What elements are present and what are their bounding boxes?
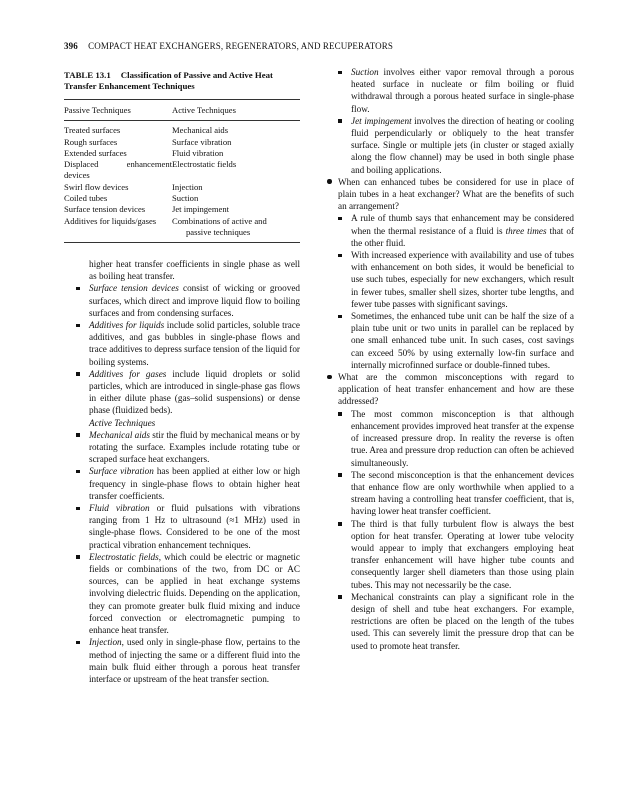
table-cell: Electrostatic fields bbox=[172, 159, 237, 170]
bullet-dot-icon bbox=[327, 375, 332, 380]
term: Surface tension devices bbox=[89, 283, 179, 294]
term-text: include liquid droplets or solid particles, which are introduced in single-phase gas flows in either dilute phase (gas–solid suspensions) or dense phase (fluidized beds). bbox=[89, 368, 301, 416]
term: Fluid vibration bbox=[89, 503, 150, 514]
term-text: or fluid pulsations with vibrations ranging from 1 Hz to ultrasound (≈1 MHz) used in single-phase flows. Considered to be one of the most practical vibration enhancement techniques. bbox=[89, 503, 300, 550]
col-passive-header: Passive Techniques bbox=[64, 100, 172, 121]
answer-text: that of the other fluid. bbox=[351, 225, 574, 248]
table-caption bbox=[64, 70, 300, 92]
term-text: involves the direction of heating or cooling fluid perpendicularly or obliquely to the heat transfer surface. Single or multiple jets (in cluster or staged axially along the flow channel) may be used in both single phase and boiling applications. bbox=[351, 115, 574, 175]
bullet-square-icon bbox=[338, 473, 342, 477]
table-cell: Rough surfaces bbox=[64, 136, 118, 147]
table-cell: Surface tension devices bbox=[64, 204, 146, 215]
answer-text: Sometimes, the enhanced tube unit can be half the size of a plain tube unit or two units in parallel can be replaced by one small enhanced tube unit. In such cases, cost savings can exceed 50% by using externally low-fin surface and internally microfinned surface or double-finned tubes. bbox=[351, 311, 574, 370]
answer-text: The third is that fully turbulent flow is always the best option for heat transfer. Operating at lower tube velocity would appear to imply that exchangers employing heat transfer enhancement will have higher tube counts and consequently larger shell diameters than those using plain tubes. This may not necessarily be the case. bbox=[351, 518, 574, 590]
list-item bbox=[326, 212, 574, 249]
term: Additives for gases bbox=[89, 368, 167, 379]
list-item bbox=[64, 502, 300, 551]
term-text: has been applied at either low or high frequency in single-phase flows to obtain higher heat transfer coefficients. bbox=[89, 466, 300, 501]
list-item bbox=[326, 249, 574, 310]
table-title-line2: Transfer Enhancement Techniques bbox=[64, 81, 195, 91]
question-text: What are the common misconceptions with regard to application of heat transfer enhancement and how are these addressed? bbox=[338, 372, 574, 407]
table-cell: Treated surfaces bbox=[64, 125, 121, 136]
term: Additives for liquids bbox=[89, 320, 165, 331]
bullet-square-icon bbox=[76, 287, 80, 291]
active-techniques-heading: Active Techniques bbox=[89, 417, 156, 428]
list-item bbox=[64, 368, 300, 417]
list-item bbox=[64, 282, 300, 319]
answer-text: A rule of thumb says that enhancement may be considered when the thermal resistance of a fluid is bbox=[351, 213, 574, 236]
table-cell: Swirl flow devices bbox=[64, 181, 129, 192]
table-row bbox=[64, 121, 300, 137]
answer-text: The second misconception is that the enhancement devices that enhance flow are only worthwhile when applied to a stream having a controlling heat transfer coefficient, that is, having lower heat transfer coefficient. bbox=[351, 469, 574, 517]
table-cell: Suction bbox=[172, 193, 199, 204]
bullet-square-icon bbox=[76, 372, 80, 376]
emphasis: three times bbox=[505, 225, 547, 236]
table-row bbox=[64, 216, 300, 243]
answer-text: Mechanical constraints can play a significant role in the design of shell and tube heat exchangers. For example, restrictions are often be placed on the length of the tubes used. This can severely limit the pressure drop that can be used to promote heat transfer. bbox=[351, 591, 574, 651]
list-item bbox=[326, 115, 574, 176]
bullet-square-icon bbox=[76, 324, 80, 328]
table-cell: Jet impingement bbox=[172, 204, 230, 215]
table-row bbox=[64, 204, 300, 215]
continued-paragraph: higher heat transfer coefficients in single phase as well as boiling heat transfer. bbox=[89, 259, 300, 282]
bullet-square-icon bbox=[76, 555, 80, 559]
table-label: TABLE 13.1 bbox=[64, 70, 111, 80]
bullet-square-icon bbox=[338, 522, 342, 526]
answer-text: With increased experience with availability and use of tubes with enhancement on both sides, it would be beneficial to use such tubes, especially for new exchangers, which result in fewer tubes, smaller shell sizes, shorter tube lengths, and fewer tube passes with significant savings. bbox=[351, 250, 574, 309]
table-cell: Additives for liquids/gases bbox=[64, 216, 172, 243]
term: Mechanical aids bbox=[89, 429, 150, 440]
term-text: consist of wicking or grooved surfaces, which direct and improve liquid flow to boiling surfaces and from condensing surfaces. bbox=[89, 283, 300, 318]
list-item bbox=[64, 465, 300, 502]
page-number: 396 bbox=[64, 41, 78, 51]
table-cell: Mechanical aids bbox=[172, 125, 229, 136]
term-text: , which could be electric or magnetic fields or combinations of the two, from DC or AC sources, can be applied in heat exchange systems involving dielectric fluids. Depending on the application, they can promote greater bulk fluid mixing and induce forced convection or electromagnetic pumping to enhance heat transfer. bbox=[89, 551, 301, 636]
list-item bbox=[64, 319, 300, 368]
table-row bbox=[64, 182, 300, 193]
bullet-square-icon bbox=[338, 315, 342, 319]
bullet-square-icon bbox=[76, 470, 80, 474]
bullet-square-icon bbox=[338, 217, 342, 221]
list-item bbox=[64, 636, 300, 685]
list-item bbox=[326, 518, 574, 591]
classification-table bbox=[64, 99, 300, 243]
table-cell: Extended surfaces bbox=[64, 147, 127, 158]
bullet-dot-icon bbox=[327, 179, 332, 184]
running-title: COMPACT HEAT EXCHANGERS, REGENERATORS, AND RECUPERATORS bbox=[88, 41, 393, 51]
table-row bbox=[64, 137, 300, 148]
left-column bbox=[64, 258, 300, 685]
table-cell-line: passive techniques bbox=[186, 226, 251, 237]
table-row bbox=[64, 193, 300, 204]
term-text: , used only in single-phase flow, pertains to the method of injecting the same or a different fluid into the main bulk fluid either through a porous heat transfer interface or upstream of the heat transfer section. bbox=[89, 637, 300, 684]
question bbox=[326, 176, 574, 213]
table-cell-line: Combinations of active and bbox=[172, 215, 267, 226]
list-item bbox=[326, 310, 574, 371]
table-cell: Injection bbox=[172, 181, 203, 192]
bullet-square-icon bbox=[338, 595, 342, 599]
bullet-square-icon bbox=[338, 71, 342, 75]
term: Injection bbox=[89, 637, 122, 648]
question bbox=[326, 371, 574, 408]
table-block bbox=[64, 70, 300, 243]
question-text: When can enhanced tubes be considered for use in place of plain tubes in a heat exchanger? What are the benefits of such an arrangement? bbox=[338, 176, 574, 212]
bullet-square-icon bbox=[338, 119, 342, 123]
term: Suction bbox=[351, 67, 379, 77]
list-item bbox=[326, 591, 574, 652]
table-title-line1: Classification of Passive and Active Heat bbox=[120, 70, 273, 80]
term: Electrostatic fields bbox=[89, 551, 159, 562]
bullet-square-icon bbox=[338, 254, 342, 258]
list-item bbox=[64, 429, 300, 466]
term: Jet impingement bbox=[351, 115, 412, 126]
term: Surface vibration bbox=[89, 466, 154, 477]
list-item bbox=[326, 469, 574, 518]
table-cell: Surface vibration bbox=[172, 136, 232, 147]
table-row bbox=[64, 159, 300, 182]
right-column bbox=[326, 66, 574, 652]
list-item bbox=[326, 66, 574, 115]
bullet-square-icon bbox=[76, 507, 80, 511]
bullet-square-icon bbox=[76, 641, 80, 645]
bullet-square-icon bbox=[76, 433, 80, 437]
table-cell bbox=[172, 216, 300, 243]
list-item bbox=[326, 408, 574, 469]
running-header bbox=[64, 41, 393, 51]
table-header-row bbox=[64, 100, 300, 121]
term-text: stir the fluid by mechanical means or by rotating the surface. Examples include rotating tube or scraped surface heat exchangers. bbox=[89, 429, 301, 465]
table-row bbox=[64, 148, 300, 159]
answer-text: The most common misconception is that although enhancement provides improved heat transfer at the expense of increased pressure drop. In reality the reverse is often true. Area and pressure drop reduction can often be achieved simultaneously. bbox=[351, 408, 574, 468]
term-text: involves either vapor removal through a porous heated surface in nucleate or film boiling or fluid withdrawal through a porous heated surface in single-phase flow. bbox=[351, 67, 574, 114]
term-text: include solid particles, soluble trace additives, and gas bubbles in single-phase flows and trace additives to depress surface tension of the liquid for boiling systems. bbox=[89, 320, 300, 367]
bullet-square-icon bbox=[338, 412, 342, 416]
table-cell: Coiled tubes bbox=[64, 193, 108, 204]
col-active-header: Active Techniques bbox=[172, 100, 300, 121]
table-cell: Displaced enhancement devices bbox=[64, 159, 172, 181]
table-cell: Fluid vibration bbox=[172, 147, 224, 158]
list-item bbox=[64, 551, 300, 636]
